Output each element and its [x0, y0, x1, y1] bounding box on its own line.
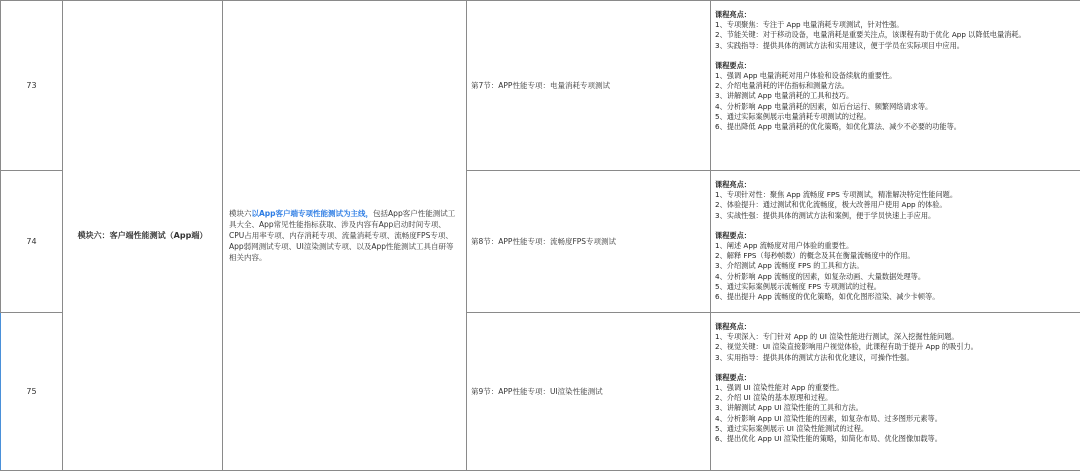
row-number: 75: [26, 387, 36, 396]
highlight-item: 3、实用指导：提供具体的测试方法和优化建议，可操作性强。: [715, 353, 1074, 363]
content-cell[interactable]: [711, 171, 1080, 313]
point-item: 6、提出降低 App 电量消耗的优化策略，如优化算法、减少不必要的功能等。: [715, 122, 1074, 132]
point-item: 5、通过实际案例展示流畅度 FPS 专项测试的过程。: [715, 282, 1074, 292]
module-cell[interactable]: [63, 1, 223, 471]
highlights-title: 课程亮点：: [715, 322, 1074, 332]
point-item: 3、讲解测试 App UI 渲染性能的工具和方法。: [715, 403, 1074, 413]
section-title: 第9节：APP性能专项：UI渲染性能测试: [471, 387, 603, 396]
points-title: 课程要点：: [715, 231, 1074, 241]
highlight-item: 3、实践指导：提供具体的测试方法和实用建议，便于学员在实际项目中应用。: [715, 41, 1074, 51]
point-item: 1、强调 UI 渲染性能对 App 的重要性。: [715, 383, 1074, 393]
module-description-cell[interactable]: [223, 1, 467, 471]
point-item: 2、解释 FPS（每秒帧数）的概念及其在衡量流畅度中的作用。: [715, 251, 1074, 261]
point-item: 5、通过实际案例展示 UI 渲染性能测试的过程。: [715, 424, 1074, 434]
content-cell[interactable]: [711, 1, 1080, 171]
point-item: 1、强调 App 电量消耗对用户体验和设备续航的重要性。: [715, 71, 1074, 81]
highlights-title: 课程亮点：: [715, 10, 1074, 20]
points-title: 课程要点：: [715, 373, 1074, 383]
point-item: 6、提出提升 App 流畅度的优化策略，如优化图形渲染、减少卡顿等。: [715, 292, 1074, 302]
row-number-cell[interactable]: [1, 313, 63, 471]
module-title: 模块六：客户端性能测试（App端）: [78, 231, 208, 240]
point-item: 2、介绍电量消耗的评估指标和测量方法。: [715, 81, 1074, 91]
description-highlight: 以App客户端专项性能测试为主线，: [252, 209, 374, 218]
highlight-item: 2、节能关键：对于移动设备，电量消耗是重要关注点，该课程有助于优化 App 以降低电量消耗。: [715, 30, 1074, 40]
section-cell[interactable]: [467, 1, 711, 171]
section-title: 第7节：APP性能专项：电量消耗专项测试: [471, 81, 610, 90]
highlight-item: 1、专项深入：专门针对 App 的 UI 渲染性能进行测试，深入挖掘性能问题。: [715, 332, 1074, 342]
row-number-cell[interactable]: [1, 171, 63, 313]
row-number: 74: [26, 237, 36, 246]
point-item: 2、介绍 UI 渲染的基本原理和过程。: [715, 393, 1074, 403]
point-item: 4、分析影响 App 电量消耗的因素，如后台运行、频繁网络请求等。: [715, 102, 1074, 112]
point-item: 4、分析影响 App UI 渲染性能的因素，如复杂布局、过多图形元素等。: [715, 414, 1074, 424]
section-title: 第8节：APP性能专项：流畅度FPS专项测试: [471, 237, 616, 246]
highlight-item: 1、专项针对性：聚焦 App 流畅度 FPS 专项测试，精准解决特定性能问题。: [715, 190, 1074, 200]
section-cell[interactable]: [467, 171, 711, 313]
description-prefix: 模块六: [229, 209, 252, 218]
point-item: 4、分析影响 App 流畅度的因素，如复杂动画、大量数据处理等。: [715, 272, 1074, 282]
section-cell[interactable]: [467, 313, 711, 471]
point-item: 3、介绍测试 App 流畅度 FPS 的工具和方法。: [715, 261, 1074, 271]
point-item: 6、提出优化 App UI 渲染性能的策略，如简化布局、优化图像加载等。: [715, 434, 1074, 444]
content-cell[interactable]: [711, 313, 1080, 471]
row-number: 73: [26, 81, 36, 90]
table-row: [1, 1, 1080, 171]
highlights-title: 课程亮点：: [715, 180, 1074, 190]
row-number-cell[interactable]: [1, 1, 63, 171]
highlight-item: 2、视觉关键：UI 渲染直接影响用户视觉体验，此课程有助于提升 App 的吸引力。: [715, 342, 1074, 352]
point-item: 1、阐述 App 流畅度对用户体验的重要性。: [715, 241, 1074, 251]
description-text: 包括App客户性能测试工具大全、App常见性能指标获取、涉及内容有App启动时间专项、CPU占用率专项、内存消耗专项、流量消耗专项、流畅度FPS专项、App弱网测试专项、UI渲染测试专项、以及App性能测试工具自研等相关内容。: [229, 209, 455, 262]
point-item: 5、通过实际案例展示电量消耗专项测试的过程。: [715, 112, 1074, 122]
points-title: 课程要点：: [715, 61, 1074, 71]
point-item: 3、讲解测试 App 电量消耗的工具和技巧。: [715, 91, 1074, 101]
highlight-item: 1、专项聚焦：专注于 App 电量消耗专项测试，针对性强。: [715, 20, 1074, 30]
highlight-item: 2、体验提升：通过测试和优化流畅度，极大改善用户使用 App 的体验。: [715, 200, 1074, 210]
highlight-item: 3、实战性强：提供具体的测试方法和案例，便于学员快速上手应用。: [715, 211, 1074, 221]
